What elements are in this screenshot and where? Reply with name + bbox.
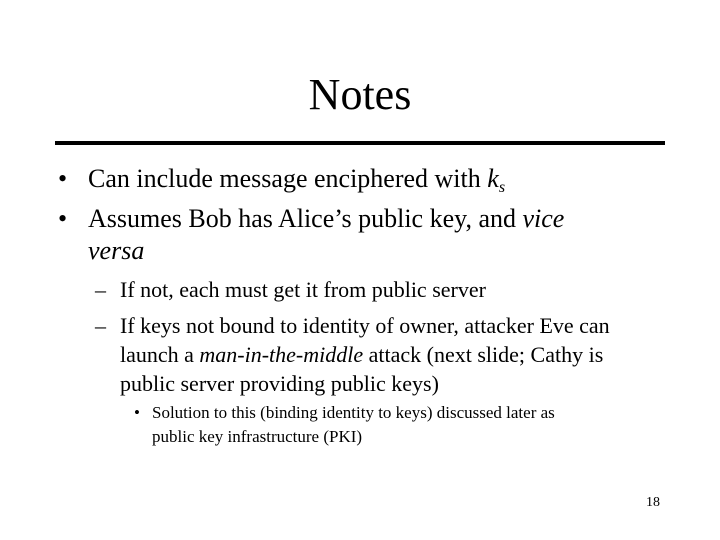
subsubbullet-1-line1: Solution to this (binding identity to keys) discussed later as	[152, 403, 555, 422]
title-rule	[55, 141, 665, 145]
bullet-marker-small: •	[134, 403, 140, 422]
subbullet-2-line1: If keys not bound to identity of owner, attacker Eve can	[120, 313, 610, 338]
subsubbullet-1-line2: public key infrastructure (PKI)	[152, 427, 363, 446]
subbullet-2-line2-suffix: attack (next slide; Cathy is	[363, 342, 604, 367]
subbullet-2-line2-prefix: launch a	[120, 342, 200, 367]
bullet-2-text: Assumes Bob has Alice’s public key, and	[88, 204, 523, 233]
subbullet-2-line2-italic: man-in-the-middle	[199, 342, 364, 367]
bullet-text	[88, 163, 505, 204]
bullet-2-italic-cont: versa	[88, 236, 145, 265]
bullet-2-italic: vice	[522, 204, 565, 233]
bullet-text	[88, 203, 564, 235]
bullet-1-variable: k	[487, 164, 499, 193]
dash-marker: –	[95, 313, 106, 338]
subbullet-2-line3: public server providing public keys)	[120, 371, 439, 396]
bullet-marker: •	[58, 204, 68, 233]
dash-marker: –	[95, 277, 106, 302]
slide-title: Notes	[308, 70, 412, 119]
bullet-1-text: Can include message enciphered with	[88, 164, 488, 193]
bullet-marker: •	[58, 164, 68, 193]
subbullet-1-text: If not, each must get it from public server	[120, 277, 486, 302]
page-number: 18	[646, 495, 660, 510]
bullet-1-subscript: s	[498, 179, 506, 196]
